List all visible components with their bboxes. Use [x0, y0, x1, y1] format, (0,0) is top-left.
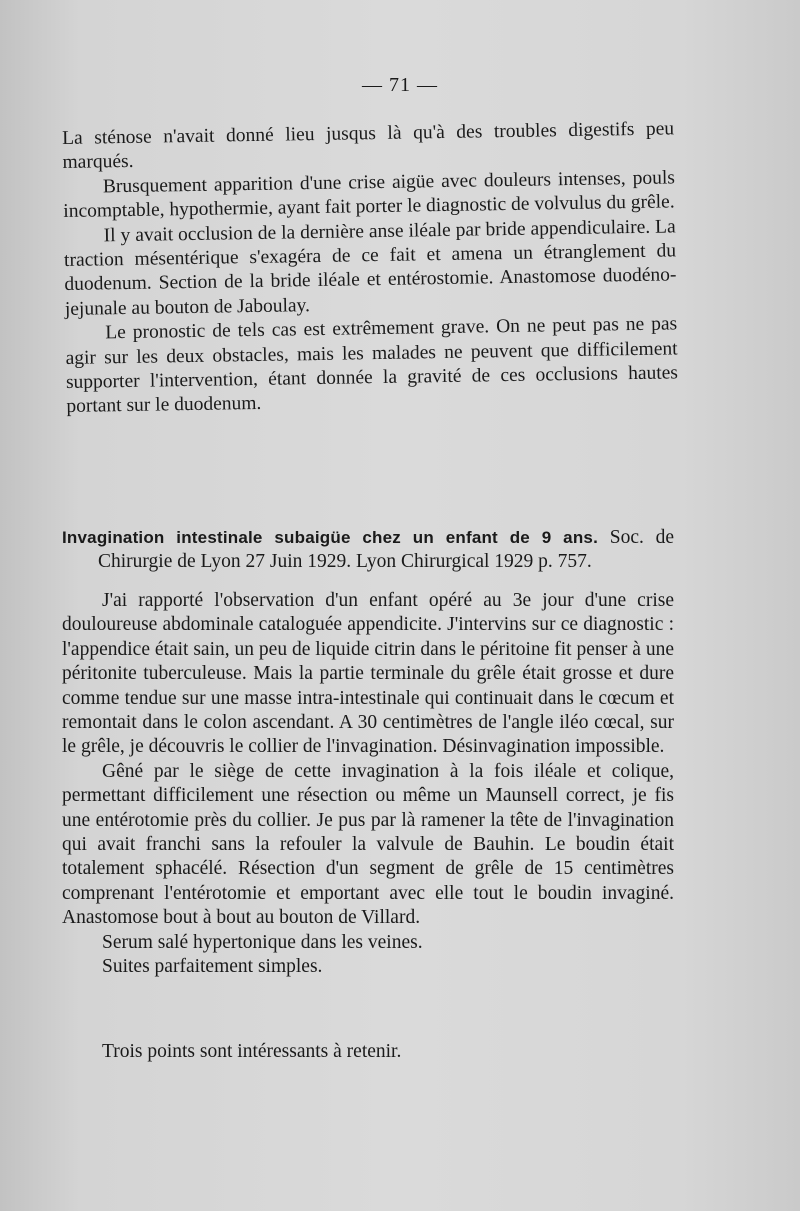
page-number: — 71 —: [362, 74, 438, 96]
paragraph: Serum salé hypertonique dans les veines.: [102, 931, 423, 953]
paragraph: Il y avait occlusion de la dernière anse iléale par bride appendiculaire. La traction mésentérique s'exagéra de ce fait et amena un étranglement du duodenum. Section de la bride iléale et entérostomie. Anastomose duodéno-jejunale au bouton de Jaboulay.: [63, 215, 677, 320]
reference-heading: [62, 526, 674, 575]
paragraph: Suites parfaitement simples.: [102, 956, 323, 978]
case-report-section: [62, 589, 674, 980]
reference-title: Invagination intestinale subaigüe chez un enfant de 9 ans.: [62, 528, 598, 547]
paragraph: La sténose n'avait donné lieu jusqus là qu'à des troubles digestifs peu marqués.: [62, 118, 675, 174]
case-discussion-section: [62, 117, 679, 419]
paragraph: Gêné par le siège de cette invagination à la fois iléale et colique, permettant difficilement une résection ou même un Maunsell correct, je fis une entérotomie près du collier. Je pus par là ramener la tête de l'invagination qui avait franchi sans la refouler la valvule de Bauhin. Le boudin était totalement sphacélé. Résection d'un segment de grêle de 15 centimètres comprenant l'entérotomie et emportant avec elle tout le boudin invaginé. Anastomose bout à bout au bouton de Villard.: [62, 760, 674, 929]
paragraph: J'ai rapporté l'observation d'un enfant opéré au 3e jour d'une crise douloureuse abdominale cataloguée appendicite. J'intervins sur ce diagnostic : l'appendice était sain, un peu de liquide citrin dans le péritoine fit penser à une péritonite tuberculeuse. Mais la partie terminale du grêle était grosse et dure comme tendue sur une masse intra-intestinale qui continuait dans le cœcum et remontait dans le colon ascendant. A 30 centimètres de l'angle iléo cœcal, sur le grêle, je découvris le collier de l'invagination. Désinvagination impossible.: [62, 590, 674, 758]
closing-line: Trois points sont intéressants à retenir.: [102, 1041, 402, 1062]
reference-citation: Soc. de Chirurgie de Lyon 27 Juin 1929. Lyon Chirurgical 1929 p. 757.: [98, 527, 675, 573]
paragraph: Brusquement apparition d'une crise aigüe avec douleurs intenses, pouls incomptable, hypothermie, ayant fait porter le diagnostic de volvulus du grêle.: [63, 167, 676, 223]
paragraph: Le pronostic de tels cas est extrêmement grave. On ne peut pas ne pas agir sur les deux obstacles, mais les malades ne peuvent que difficilement supporter l'intervention, étant donnée la gravité de ces occlusions hautes portant sur le duodenum.: [65, 313, 679, 418]
reference-entry: [62, 526, 674, 575]
